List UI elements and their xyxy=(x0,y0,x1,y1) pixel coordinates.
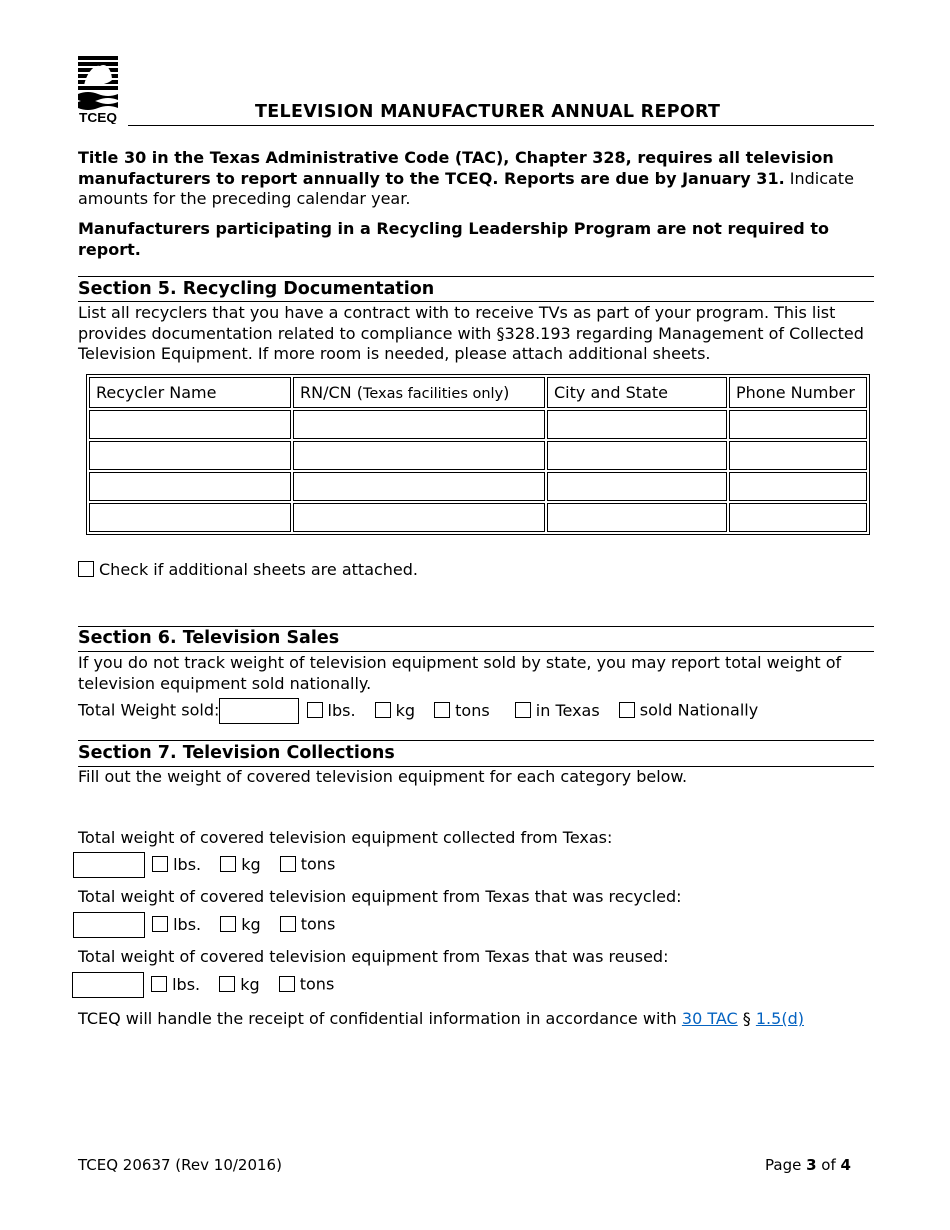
recycled-weight-input[interactable] xyxy=(73,912,145,938)
col-rn-cn xyxy=(293,377,545,408)
sold-kg-label: kg xyxy=(395,700,416,720)
sold-nationally-label: sold Nationally xyxy=(639,700,759,720)
in-texas-label: in Texas xyxy=(535,700,600,720)
title-divider xyxy=(128,125,874,126)
additional-sheets-label: Check if additional sheets are attached. xyxy=(99,560,419,579)
rule-1-5d-link[interactable]: 1.5(d) xyxy=(755,1009,804,1028)
recycler-name-field[interactable] xyxy=(89,503,291,532)
sold-nationally-checkbox[interactable] xyxy=(619,702,635,718)
rn-cn-field[interactable] xyxy=(293,503,545,532)
section5-heading: Section 5. Recycling Documentation xyxy=(78,279,435,299)
col-rn-cn-label: RN/CN ( xyxy=(300,383,363,402)
recycled-row xyxy=(73,912,335,938)
sold-lbs-checkbox[interactable] xyxy=(307,702,323,718)
sold-tons-label: tons xyxy=(455,700,490,720)
svg-text:TCEQ: TCEQ xyxy=(79,110,117,124)
table-header-row xyxy=(89,377,867,408)
table-row xyxy=(89,472,867,501)
intro-normal-text: Indicate amounts for the preceding calendar year. xyxy=(78,168,854,208)
phone-number-field[interactable] xyxy=(729,441,867,470)
reused-lbs-label: lbs. xyxy=(172,974,201,994)
section6-heading: Section 6. Television Sales xyxy=(78,628,340,648)
table-row xyxy=(89,410,867,439)
collected-row xyxy=(73,852,335,878)
city-state-field[interactable] xyxy=(547,441,727,470)
rn-cn-field[interactable] xyxy=(293,410,545,439)
sold-kg-checkbox[interactable] xyxy=(375,702,391,718)
recycled-kg-checkbox[interactable] xyxy=(220,916,236,932)
recycler-name-field[interactable] xyxy=(89,410,291,439)
section6-description: If you do not track weight of television equipment sold by state, you may report total weight of television equipment sold nationally. xyxy=(78,653,842,693)
page-number xyxy=(765,1156,851,1174)
collected-tons-label: tons xyxy=(300,854,336,874)
recycler-name-field[interactable] xyxy=(89,472,291,501)
30-tac-link[interactable]: 30 TAC xyxy=(681,1009,738,1028)
collected-kg-label: kg xyxy=(241,854,261,874)
reused-label: Total weight of covered television equipment from Texas that was reused: xyxy=(78,947,669,966)
sold-tons-checkbox[interactable] xyxy=(434,702,450,718)
section5-top-rule xyxy=(78,276,874,277)
total-weight-sold-input[interactable] xyxy=(219,698,299,724)
rn-cn-field[interactable] xyxy=(293,441,545,470)
recycled-tons-label: tons xyxy=(300,914,336,934)
section7-top-rule xyxy=(78,740,874,741)
rn-cn-field[interactable] xyxy=(293,472,545,501)
recycled-tons-checkbox[interactable] xyxy=(280,916,296,932)
reused-kg-label: kg xyxy=(240,974,260,994)
section5-bottom-rule xyxy=(78,301,874,302)
reused-kg-checkbox[interactable] xyxy=(219,976,235,992)
section6-top-rule xyxy=(78,626,874,627)
in-texas-checkbox[interactable] xyxy=(515,702,531,718)
additional-sheets-checkbox[interactable] xyxy=(78,561,94,577)
leadership-program-note: Manufacturers participating in a Recycling Leadership Program are not required to report. xyxy=(78,219,829,259)
collected-weight-input[interactable] xyxy=(73,852,145,878)
collected-kg-checkbox[interactable] xyxy=(220,856,236,872)
confidential-notice xyxy=(78,1009,804,1028)
col-recycler-name: Recycler Name xyxy=(89,377,291,408)
recycled-label: Total weight of covered television equipment from Texas that was recycled: xyxy=(78,887,682,906)
reused-tons-label: tons xyxy=(299,974,335,994)
section5-description: List all recyclers that you have a contract with to receive TVs as part of your program. This list provides documentation related to compliance with §328.193 regarding Management of Collected Television Equipment. If more room is needed, please attach additional sheets. xyxy=(78,303,864,363)
tceq-logo xyxy=(78,56,118,124)
section-symbol: § xyxy=(737,1009,756,1028)
recycled-lbs-label: lbs. xyxy=(173,914,202,934)
collected-lbs-checkbox[interactable] xyxy=(152,856,168,872)
page-word: Page xyxy=(765,1156,807,1174)
additional-sheets-row xyxy=(78,560,418,579)
recycler-name-field[interactable] xyxy=(89,441,291,470)
sold-lbs-label: lbs. xyxy=(327,700,356,720)
section7-heading: Section 7. Television Collections xyxy=(78,743,395,763)
collected-tons-checkbox[interactable] xyxy=(280,856,296,872)
intro-bold-text: Title 30 in the Texas Administrative Code (TAC), Chapter 328, requires all television manufacturers to report annually to the TCEQ. Reports are due by January 31. xyxy=(78,148,834,188)
col-phone-number: Phone Number xyxy=(729,377,867,408)
reused-weight-input[interactable] xyxy=(72,972,144,998)
reused-lbs-checkbox[interactable] xyxy=(151,976,167,992)
total-weight-sold-label: Total Weight sold: xyxy=(78,700,220,720)
reused-row xyxy=(72,972,334,998)
reused-tons-checkbox[interactable] xyxy=(279,976,295,992)
phone-number-field[interactable] xyxy=(729,472,867,501)
confidential-text: TCEQ will handle the receipt of confidential information in accordance with xyxy=(78,1009,682,1028)
collected-label: Total weight of covered television equipment collected from Texas: xyxy=(78,828,613,847)
col-rn-cn-close: ) xyxy=(503,383,510,402)
section7-description: Fill out the weight of covered television equipment for each category below. xyxy=(78,767,688,786)
city-state-field[interactable] xyxy=(547,410,727,439)
intro-paragraph xyxy=(78,148,878,210)
page-total: 4 xyxy=(840,1156,851,1174)
recycled-kg-label: kg xyxy=(241,914,261,934)
col-city-state: City and State xyxy=(547,377,727,408)
col-rn-cn-note: Texas facilities only xyxy=(362,386,504,402)
city-state-field[interactable] xyxy=(547,503,727,532)
page-current: 3 xyxy=(806,1156,817,1174)
recycled-lbs-checkbox[interactable] xyxy=(152,916,168,932)
recyclers-table xyxy=(86,374,870,535)
collected-lbs-label: lbs. xyxy=(173,854,202,874)
city-state-field[interactable] xyxy=(547,472,727,501)
table-row xyxy=(89,441,867,470)
phone-number-field[interactable] xyxy=(729,410,867,439)
phone-number-field[interactable] xyxy=(729,503,867,532)
section6-bottom-rule xyxy=(78,651,874,652)
total-weight-sold-row xyxy=(78,698,758,724)
of-word: of xyxy=(816,1156,841,1174)
document-title: TELEVISION MANUFACTURER ANNUAL REPORT xyxy=(255,102,721,122)
table-row xyxy=(89,503,867,532)
tceq-logo-icon xyxy=(78,56,118,124)
form-id: TCEQ 20637 (Rev 10/2016) xyxy=(78,1156,282,1174)
